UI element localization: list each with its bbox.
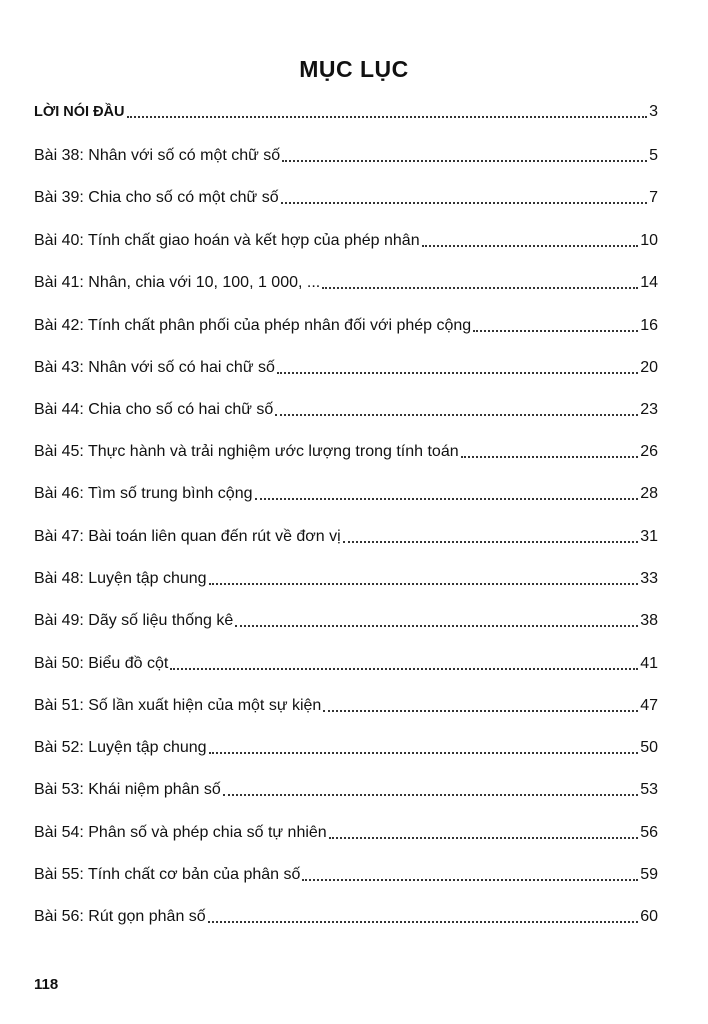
toc-entry-page: 50 [640,739,658,756]
toc-entry[interactable] [34,271,658,293]
toc-entry-label: Bài 46: Tìm số trung bình cộng [34,485,253,502]
toc-entry[interactable] [34,398,658,420]
dot-leader [329,837,639,839]
toc-entry-page: 3 [649,103,658,120]
toc-entry-page: 33 [640,570,658,587]
toc-entry[interactable] [34,482,658,504]
toc-entry-page: 60 [640,908,658,925]
toc-entry-label: Bài 48: Luyện tập chung [34,570,207,587]
toc-entry[interactable] [34,100,658,122]
toc-entry-page: 41 [640,655,658,672]
dot-leader [281,202,647,204]
toc-entry-label: LỜI NÓI ĐẦU [34,104,125,120]
toc-entry-page: 56 [640,824,658,841]
toc-entry-label: Bài 44: Chia cho số có hai chữ số [34,401,274,418]
dot-leader [255,498,639,500]
dot-leader [323,710,638,712]
toc-entry-page: 28 [640,485,658,502]
dot-leader [473,330,638,332]
toc-entry-page: 47 [640,697,658,714]
toc-entry-label: Bài 40: Tính chất giao hoán và kết hợp của phép nhân [34,232,420,249]
dot-leader [343,541,639,543]
dot-leader [322,287,638,289]
toc-entry-page: 10 [640,232,658,249]
toc-entry-page: 59 [640,866,658,883]
toc-entry-page: 53 [640,781,658,798]
dot-leader [282,160,647,162]
toc-entry-label: Bài 49: Dãy số liệu thống kê [34,612,234,629]
toc-entry-page: 20 [640,359,658,376]
toc-entry-label: Bài 54: Phân số và phép chia số tự nhiên [34,824,327,841]
toc-entry-page: 5 [649,147,658,164]
toc-entry-page: 26 [640,443,658,460]
toc-entry-label: Bài 42: Tính chất phân phối của phép nhân đối với phép cộng [34,317,472,334]
dot-leader [209,583,639,585]
dot-leader [461,456,639,458]
toc-entry-label: Bài 43: Nhân với số có hai chữ số [34,359,275,376]
toc-entry-label: Bài 51: Số lần xuất hiện của một sự kiện [34,697,322,714]
dot-leader [170,668,638,670]
toc-entry-label: Bài 39: Chia cho số có một chữ số [34,189,279,206]
toc-entry-label: Bài 38: Nhân với số có một chữ số [34,147,281,164]
toc-entry[interactable] [34,652,658,674]
dot-leader [208,921,639,923]
toc-entry-label: Bài 55: Tính chất cơ bản của phân số [34,866,301,883]
toc-entry-label: Bài 47: Bài toán liên quan đến rút về đơn vị [34,528,341,545]
dot-leader [235,625,638,627]
toc-entry[interactable] [34,144,658,166]
toc-entry[interactable] [34,736,658,758]
toc-entry-page: 14 [640,274,658,291]
toc-entry-page: 7 [649,189,658,206]
page-title: MỤC LỤC [299,56,409,82]
toc-entry-page: 23 [640,401,658,418]
toc-entry[interactable] [34,440,658,462]
dot-leader [127,116,648,118]
toc-entry[interactable] [34,314,658,336]
toc-entry[interactable] [34,229,658,251]
toc-entry[interactable] [34,186,658,208]
dot-leader [277,372,638,374]
dot-leader [302,879,638,881]
toc-entry[interactable] [34,905,658,927]
toc-entry-label: Bài 53: Khái niệm phân số [34,781,221,798]
toc-entry[interactable] [34,609,658,631]
toc-entry-label: Bài 52: Luyện tập chung [34,739,207,756]
toc-entry[interactable] [34,863,658,885]
toc-entry-page: 31 [640,528,658,545]
toc-entry-page: 38 [640,612,658,629]
dot-leader [422,245,639,247]
toc-entry-label: Bài 56: Rút gọn phân số [34,908,206,925]
dot-leader [223,794,638,796]
dot-leader [209,752,639,754]
dot-leader [275,414,638,416]
toc-entry[interactable] [34,356,658,378]
toc-entry-label: Bài 41: Nhân, chia với 10, 100, 1 000, ... [34,274,321,291]
toc-entry-label: Bài 50: Biểu đồ cột [34,655,169,672]
toc-entry[interactable] [34,567,658,589]
toc-entry-page: 16 [640,317,658,334]
page-number: 118 [34,976,59,993]
toc-entry[interactable] [34,778,658,800]
toc-entry-label: Bài 45: Thực hành và trải nghiệm ước lượng trong tính toán [34,443,459,460]
toc-entry[interactable] [34,694,658,716]
toc-entry[interactable] [34,821,658,843]
toc-entry[interactable] [34,525,658,547]
